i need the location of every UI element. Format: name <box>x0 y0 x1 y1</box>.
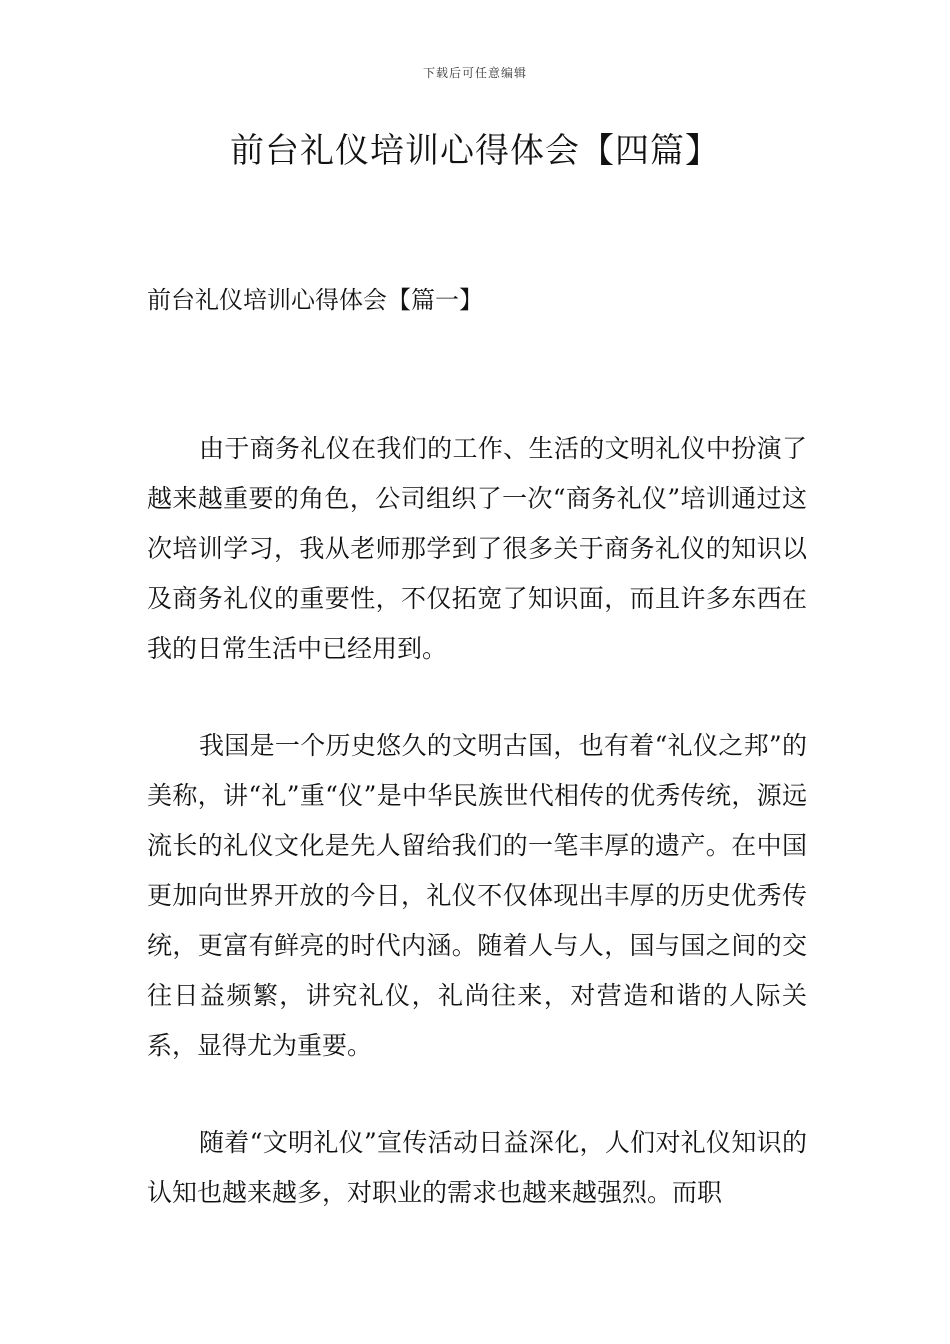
header-note: 下载后可任意编辑 <box>422 66 527 80</box>
paragraph-2: 我国是一个历史悠久的文明古国，也有着“礼仪之邦”的美称，讲“礼”重“仪”是中华民族世代相传的优秀传统，源远流长的礼仪文化是先人留给我们的一笔丰厚的遗产。在中国更加向世界开放的今日，礼仪不仅体现出丰厚的历史优秀传统，更富有鲜亮的时代内涵。随着人与人，国与国之间的交往日益频繁，讲究礼仪，礼尚往来，对营造和谐的人际关系，显得尤为重要。 <box>147 731 807 1060</box>
paragraph-3: 随着“文明礼仪”宣传活动日益深化，人们对礼仪知识的认知也越来越多，对职业的需求也越来越强烈。而职 <box>147 1128 807 1207</box>
section-heading: 前台礼仪培训心得体会【篇一】 <box>147 286 483 314</box>
paragraph-1: 由于商务礼仪在我们的工作、生活的文明礼仪中扮演了越来越重要的角色，公司组织了一次“商务礼仪”培训通过这次培训学习，我从老师那学到了很多关于商务礼仪的知识以及商务礼仪的重要性，不仅拓宽了知识面，而且许多东西在我的日常生活中已经用到。 <box>147 434 807 663</box>
document-title: 前台礼仪培训心得体会【四篇】 <box>230 131 720 171</box>
